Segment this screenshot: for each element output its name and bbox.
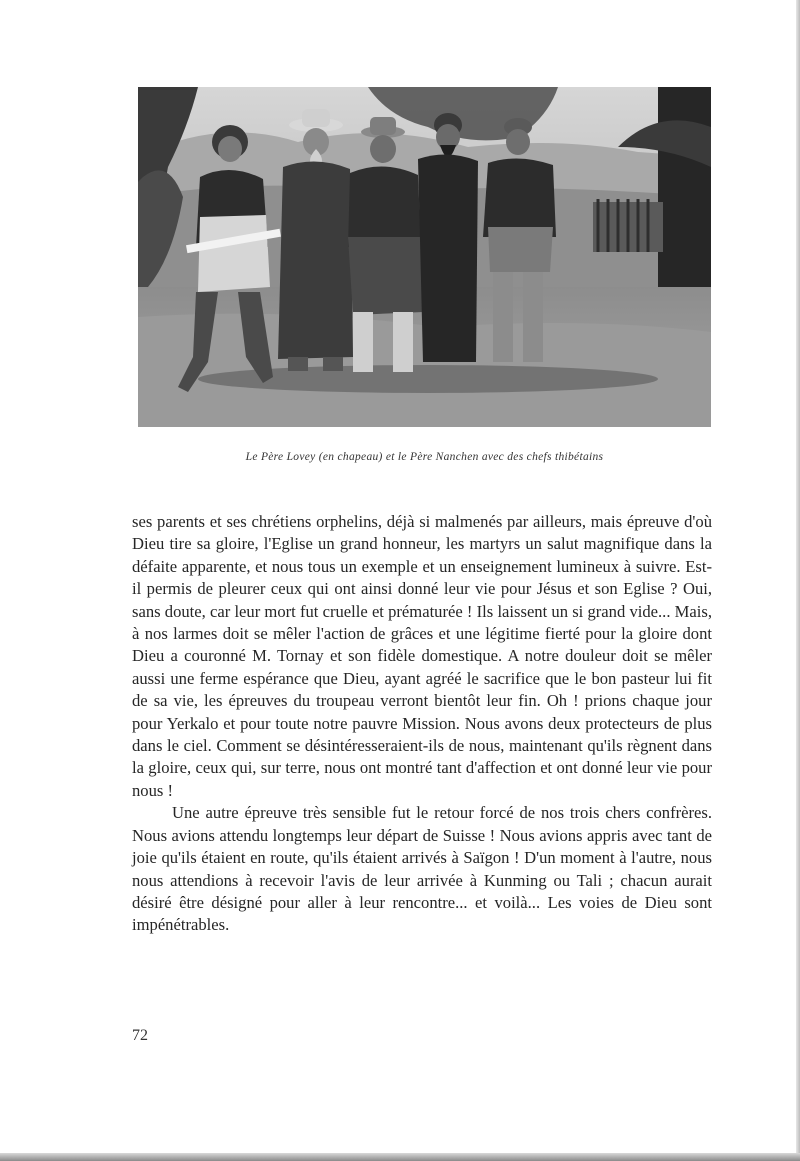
photo-caption: Le Père Lovey (en chapeau) et le Père Nanchen avec des chefs thibétains bbox=[245, 451, 604, 463]
group-photo-icon bbox=[138, 87, 711, 427]
paragraph: Une autre épreuve très sensible fut le retour forcé de nos trois chers confrères. Nous avions attendu longtemps leur départ de Suisse ! Nous avions appris avec tant de joie qu'ils étaient en route, qu'ils étaient arrivés à Saïgon ! D'un moment à l'autre, nous nous attendions à recevoir l'avis de leur arrivée à Kunming ou Tali ; chacun aurait désiré être désigné pour aller à leur rencontre... et voilà... Les voies de Dieu sont impénétrables. bbox=[132, 803, 712, 935]
page-number: 72 bbox=[132, 1027, 148, 1044]
page-bottom-edge bbox=[0, 1153, 800, 1161]
photo-tibetan-chiefs bbox=[138, 87, 711, 427]
page-edge bbox=[796, 0, 800, 1161]
paragraph: ses parents et ses chrétiens orphelins, déjà si malmenés par ailleurs, mais épreuve d'où Dieu tire sa gloire, l'Eglise un grand honneur, les martyrs un salut magnifique dans la défaite apparente, et nous tous un exemple et un enseignement lumineux à suivre. Est-il permis de pleurer ceux qui ont ainsi donné leur vie pour Jésus et son Eglise ? Oui, sans doute, car leur mort fut cruelle et prématurée ! Ils laissent un si grand vide... Mais, à nos larmes doit se mêler l'action de grâces et une légitime fierté pour la gloire dont Dieu a couronné M. Tornay et son fidèle domestique. A notre douleur doit se mêler aussi une ferme espérance que Dieu, ayant agréé le sacrifice que le bon pasteur lui fit de sa vie, les épreuves du troupeau verront bientôt leur fin. Oh ! prions chaque jour pour Yerkalo et pour toute notre pauvre Mission. Nous avons deux protecteurs de plus dans le ciel. Comment se désintéresseraient-ils de nous, maintenant qu'ils règnent dans la gloire, ceux qui, sur terre, nous ont montré tant d'affection et ont donné leur vie pour nous ! bbox=[132, 512, 712, 800]
body-text bbox=[132, 511, 712, 937]
